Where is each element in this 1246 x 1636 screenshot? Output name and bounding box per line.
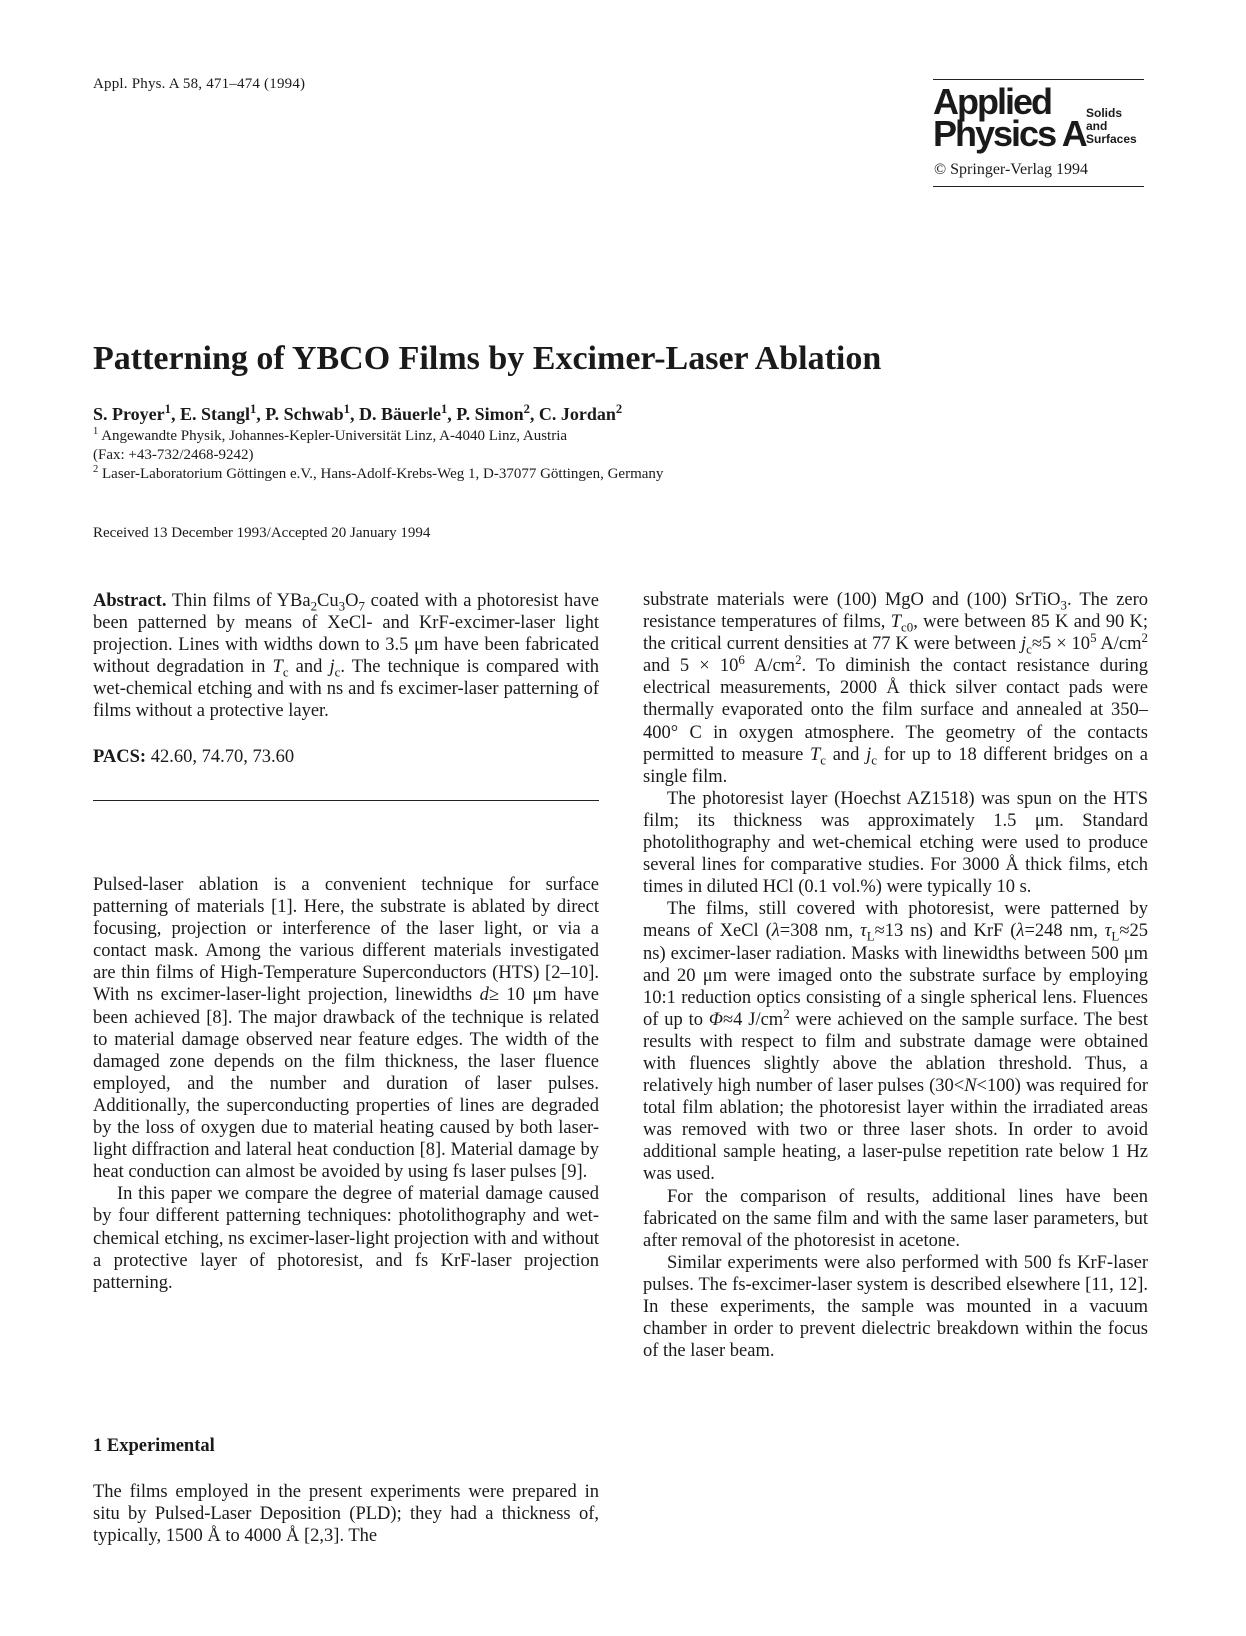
journal-logo-applied: Applied: [933, 81, 1051, 122]
affiliation-2: $^2$ Laser-Laboratorium Göttingen e.V., Hans-Adolf-Krebs-Weg 1, D-37077 Göttingen, Germany: [93, 464, 664, 482]
author-name: D. Bäuerle: [358, 404, 441, 424]
abstract-divider: [93, 800, 599, 801]
journal-citation: Appl. Phys. A 58, 471–474 (1994): [93, 76, 306, 92]
introduction-text: Pulsed-laser ablation is a convenient technique for surface patterning of materials [1]. Here, the substrate is ablated by direct focusing, projection or interference of the laser light, or via a contact mask. Among the various different materials investigated are thin films of High-Temperature Superconductors (HTS) [2–10]. With ns excimer-laser-light projection, linewidths d≥ 10 μm have been achieved [8]. The major drawback of the technique is related to material damage observed near feature edges. The width of the damaged zone depends on the film thickness, the laser fluence employed, and the number and duration of laser pulses. Additionally, the superconducting properties of lines are degraded by the loss of oxygen due to material heating caused by both laser-light diffraction and lateral heat conduction [8]. Material damage by heat conduction can almost be avoided by using fs laser pulses [9]. In this paper we compare the degree of material damage caused by four different patterning techniques: photolithography and wet-chemical etching, ns excimer-laser-light projection with and without a protective layer of photoresist, and fs KrF-laser projection patterning.: [93, 875, 599, 1293]
affiliation-1: $^1$ Angewandte Physik, Johannes-Kepler-Universität Linz, A-4040 Linz, Austria: [93, 426, 568, 444]
abstract: Abstract. Thin films of $YBa_2Cu_3O_7$ coated with a photoresist have been patterned by means of XeCl- and KrF-excimer-laser light projection. Lines with widths down to 3.5 μm have been fabricated without degradation in $T_c$ and $j_c$. The technique is compared with wet-chemical etching and with ns and fs excimer-laser patterning of films without a protective layer.: [93, 591, 599, 722]
affiliation-1-fax: (Fax: +43-732/2468-9242): [93, 447, 254, 463]
journal-logo-subtitle: Solids and Surfaces: [1086, 106, 1137, 146]
logo-top-rule: [933, 79, 1144, 80]
author-name: P. Simon: [456, 404, 524, 424]
paper-title: Patterning of YBCO Films by Excimer-Laser Ablation: [93, 340, 882, 377]
pacs-line: PACS: 42.60, 74.70, 73.60: [93, 747, 295, 767]
received-dates: Received 13 December 1993/Accepted 20 January 1994: [93, 525, 431, 541]
section-heading: 1 Experimental: [93, 1436, 215, 1456]
author-name: S. Proyer: [93, 404, 165, 424]
right-column-text: substrate materials were (100) MgO and (100) SrTiO$_3$. The zero resistance temperatures of films, $T_{c0}$, were between 85 K and 90 K; the critical current densities at 77 K were between $j_c\approx 5 \times 10^5$ $A/cm^2$ and $5 \times 10^6$ $A/cm^2$. To diminish the contact resistance during electrical measurements, 2000 Å thick silver contact pads were thermally evaporated onto the film surface and annealed at 350–400° C in oxygen atmosphere. The geometry of the contacts permitted to measure $T_c$ and $j_c$ for up to 18 different bridges on a single film. The photoresist layer (Hoechst AZ1518) was spun on the HTS film; its thickness was approximately 1.5 μm. Standard photolithography and wet-chemical etching were used to produce several lines for comparative studies. For 3000 Å thick films, etch times in diluted HCl (0.1 vol.%) were typically 10 s. The films, still covered with photoresist, were patterned by means of XeCl (λ=308 nm, $\tau_L\approx 13$ ns) and KrF (λ=248 nm, $\tau_L\approx 25$ ns) excimer-laser radiation. Masks with linewidths between 500 μm and 20 μm were imaged onto the substrate surface by employing 10:1 reduction optics consisting of a single spherical lens. Fluences of up to Φ≈4 $J/cm^2$ were achieved on the sample surface. The best results with respect to film and substrate damage were obtained with fluences slightly above the ablation threshold. Thus, a relatively high number of laser pulses (30<N<100) was required for total film ablation; the photoresist layer within the irradiated areas was removed with two or three laser shots. In order to avoid additional sample heating, a laser-pulse repetition rate below 1 Hz was used. For the comparison of results, additional lines have been fabricated on the same film and with the same laser parameters, but after removal of the photoresist in acetone. Similar experiments were also performed with 500 fs KrF-laser pulses. The fs-excimer-laser system is described elsewhere [11, 12]. In these experiments, the sample was mounted in a vacuum chamber in order to prevent dielectric breakdown within the focus of the laser beam.: [643, 590, 1148, 1362]
author-name: P. Schwab: [265, 404, 344, 424]
copyright-line: © Springer-Verlag 1994: [934, 161, 1089, 178]
journal-logo-physics: Physics A: [933, 113, 1086, 154]
author-name: C. Jordan: [538, 404, 616, 424]
abstract-label: Abstract.: [93, 591, 167, 611]
logo-bottom-rule: [933, 186, 1144, 187]
author-list: S. Proyer$^1$, E. Stangl$^1$, P. Schwab$^1$, D. Bäuerle$^1$, P. Simon$^2$, C. Jordan$^2$: [93, 402, 623, 424]
experimental-text: The films employed in the present experiments were prepared in situ by Pulsed-Laser Deposition (PLD); they had a thickness of, typically, 1500 Å to 4000 Å [2,3]. The: [93, 1482, 599, 1547]
author-name: E. Stangl: [179, 404, 250, 424]
